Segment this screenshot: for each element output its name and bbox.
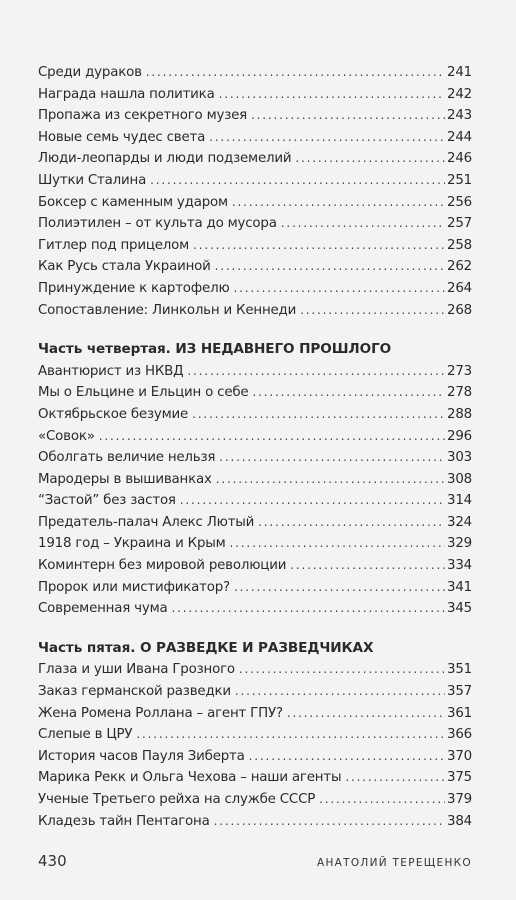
leader-dots [345,767,445,789]
entry-title: Люди-леопарды и люди подземелий [38,151,292,167]
toc-entry [38,426,472,448]
entry-title: 1918 год – Украина и Крым [38,536,226,552]
entry-page: 351 [447,662,472,678]
entry-page: 243 [447,108,472,124]
entry-page: 256 [447,194,472,210]
entry-page: 345 [447,601,472,617]
entry-title: Мародеры в вышиванках [38,471,212,487]
section-heading-title: О РАЗВЕДКЕ И РАЗВЕДЧИКАХ [139,639,374,656]
leader-dots [214,811,445,833]
entry-title: Коминтерн без мировой революции [38,558,287,574]
toc-entry [38,724,472,746]
leader-dots [281,213,445,235]
entry-page: 341 [447,579,472,595]
section-heading-lead: Часть четвертая. [38,341,171,358]
leader-dots [219,84,445,106]
entry-page: 273 [447,363,472,379]
entry-page: 251 [447,172,472,188]
entry-title: Октябрьское безумие [38,406,189,422]
entry-title: Как Русь стала Украиной [38,259,211,275]
toc-entry [38,447,472,469]
toc-entry [38,703,472,725]
entry-title: Принуждение к картофелю [38,280,230,296]
entry-title: Сопоставление: Линкольн и Кеннеди [38,302,297,318]
toc-entry [38,659,472,681]
entry-page: 357 [447,684,472,700]
entry-title: Награда нашла политика [38,86,215,102]
entry-page: 375 [447,770,472,786]
toc-entry [38,404,472,426]
section-heading [38,638,472,660]
entry-title: Кладезь тайн Пентагона [38,813,210,829]
entry-title: Современная чума [38,601,168,617]
toc-entry [38,577,472,599]
entry-page: 257 [447,216,472,232]
toc-entry [38,235,472,257]
entry-title: “Застой” без застоя [38,493,176,509]
section-heading [38,339,472,361]
leader-dots [258,512,445,534]
toc-section-continued [38,62,472,321]
entry-title: Новые семь чудес света [38,129,206,145]
toc-entry [38,767,472,789]
leader-dots [187,361,445,383]
toc-entry [38,811,472,833]
entry-page: 242 [447,86,472,102]
toc-entry [38,105,472,127]
entry-page: 314 [447,493,472,509]
entry-page: 246 [447,151,472,167]
page-number: 430 [38,852,67,870]
leader-dots [235,681,445,703]
toc-entry [38,469,472,491]
leader-dots [193,235,445,257]
entry-title: Марика Рекк и Ольга Чехова – наши агенты [38,770,342,786]
entry-page: 264 [447,280,472,296]
leader-dots [150,170,445,192]
running-footer-author: АНАТОЛИЙ ТЕРЕЩЕНКО [316,857,472,869]
toc-entry [38,789,472,811]
entry-page: 244 [447,129,472,145]
leader-dots [290,555,445,577]
entry-title: Слепые в ЦРУ [38,727,133,743]
section-heading-title: ИЗ НЕДАВНЕГО ПРОШЛОГО [175,341,392,358]
entry-title: История часов Пауля Зиберта [38,748,245,764]
entry-title: Ученые Третьего рейха на службе СССР [38,792,316,807]
toc-entry [38,490,472,512]
page-footer [38,852,472,870]
leader-dots [239,659,445,681]
entry-title: Глаза и уши Ивана Грозного [38,662,235,678]
entry-page: 370 [447,748,472,764]
toc-entry [38,746,472,768]
toc-entry [38,213,472,235]
entry-title: Оболгать величие нельзя [38,450,216,466]
entry-title: Гитлер под прицелом [38,237,190,253]
entry-page: 241 [447,65,472,80]
leader-dots [209,127,445,149]
toc-entry [38,361,472,383]
leader-dots [287,703,445,725]
toc-entry [38,148,472,170]
entry-page: 262 [447,259,472,275]
entry-page: 334 [447,558,472,574]
entry-page: 303 [447,450,472,466]
toc-entry [38,192,472,214]
entry-title: Среди дураков [38,65,142,80]
entry-page: 296 [447,428,472,444]
entry-page: 384 [447,813,472,829]
leader-dots [146,62,445,84]
leader-dots [251,105,445,127]
toc-entry [38,256,472,278]
entry-title: Заказ германской разведки [38,684,231,700]
leader-dots [249,746,445,768]
table-of-contents [38,62,472,832]
entry-page: 324 [447,514,472,530]
toc-entry [38,84,472,106]
toc-entry [38,533,472,555]
entry-title: Полиэтилен – от культа до мусора [38,216,277,232]
entry-title: Шутки Сталина [38,172,147,188]
toc-entry [38,555,472,577]
entry-title: Пророк или мистификатор? [38,579,230,595]
toc-entry [38,300,472,322]
entry-title: Боксер с каменным ударом [38,194,228,210]
toc-entry [38,681,472,703]
entry-page: 258 [447,237,472,253]
section-heading-lead: Часть пятая. [38,639,136,656]
leader-dots [234,577,445,599]
leader-dots [180,490,445,512]
toc-entry [38,62,472,84]
leader-dots [215,256,445,278]
entry-page: 379 [447,792,472,807]
leader-dots [136,724,445,746]
leader-dots [216,469,445,491]
entry-title: Предатель-палач Алекс Лютый [38,514,255,530]
leader-dots [232,192,445,214]
toc-entry [38,598,472,620]
toc-section-part-five [38,638,472,832]
leader-dots [252,382,445,404]
entry-page: 329 [447,536,472,552]
toc-entry [38,512,472,534]
toc-entry [38,170,472,192]
entry-title: Мы о Ельцине и Ельцин о себе [38,385,249,401]
toc-entry [38,278,472,300]
entry-page: 361 [447,705,472,721]
entry-page: 288 [447,406,472,422]
entry-page: 308 [447,471,472,487]
leader-dots [234,278,446,300]
leader-dots [192,404,445,426]
leader-dots [99,426,445,448]
entry-page: 268 [447,302,472,318]
entry-title: Жена Ромена Роллана – агент ГПУ? [38,705,283,721]
entry-title: «Совок» [38,428,95,444]
leader-dots [319,789,445,811]
toc-entry [38,127,472,149]
leader-dots [219,447,445,469]
toc-section-part-four [38,339,472,620]
entry-title: Пропажа из секретного музея [38,108,248,124]
entry-page: 366 [447,727,472,743]
entry-title: Авантюрист из НКВД [38,363,184,379]
leader-dots [171,598,445,620]
leader-dots [295,148,445,170]
leader-dots [300,300,445,322]
toc-entry [38,382,472,404]
leader-dots [230,533,445,555]
entry-page: 278 [447,385,472,401]
